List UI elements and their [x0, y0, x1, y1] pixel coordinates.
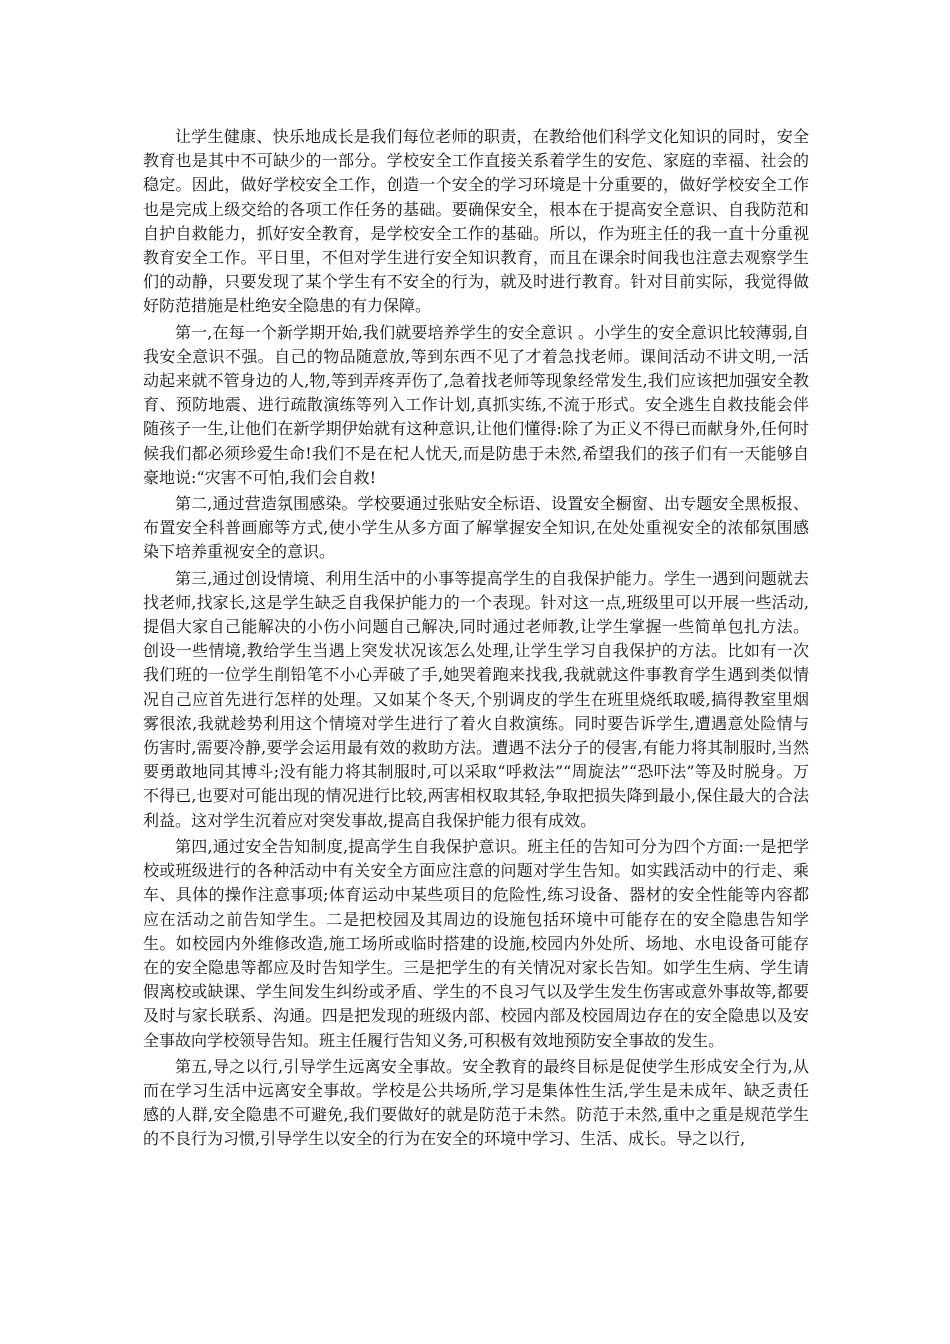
paragraph-fifth-point: 第五,导之以行,引导学生远离安全事故。安全教育的最终目标是促使学生形成安全行为,从而在学习生活中远离安全事故。学校是公共场所,学习是集体性生活,学生是未成年、缺乏责任感的人群,安全隐患不可避免,我们要做好的就是防范于未然。防范于未然,重中之重是规范学生的不良行为习惯,引导学生以安全的行为在安全的环境中学习、生活、成长。导之以行,	[143, 1056, 809, 1149]
paragraph-third-point: 第三,通过创设情境、利用生活中的小事等提高学生的自我保护能力。学生一遇到问题就去找老师,找家长,这是学生缺乏自我保护能力的一个表现。针对这一点,班级里可以开展一些活动,提倡大家自己能解决的小伤小问题自己解决,同时通过老师教,让学生掌握一些简单包扎方法。创设一些情境,教给学生当遇上突发状况该怎么处理,让学生学习自我保护的方法。比如有一次我们班的一位学生削铅笔不小心弄破了手,她哭着跑来找我,我就就这件事教育学生遇到类似情况自己应首先进行怎样的处理。又如某个冬天,个别调皮的学生在班里烧纸取暖,搞得教室里烟雾很浓,我就趁势利用这个情境对学生进行了着火自救演练。同时要告诉学生,遭遇意处险情与伤害时,需要冷静,要学会运用最有效的救助方法。遭遇不法分子的侵害,有能力将其制服时,当然要勇敢地同其博斗;没有能力将其制服时,可以采取“呼救法”“周旋法”“恐吓法”等及时脱身。万不得已,也要对可能出现的情况进行比较,两害相权取其轻,争取把损失降到最小,保住最大的合法利益。这对学生沉着应对突发事故,提高自我保护能力很有成效。	[143, 568, 809, 830]
paragraph-fourth-point: 第四,通过安全告知制度,提高学生自我保护意识。班主任的告知可分为四个方面:一是把学校或班级进行的各种活动中有关安全方面应注意的问题对学生告知。如实践活动中的行走、乘车、具体的操作注意事项;体育运动中某些项目的危险性,练习设备、器材的安全性能等内容都应在活动之前告知学生。二是把校园及其周边的设施包括环境中可能存在的安全隐患告知学生。如校园内外维修改造,施工场所或临时搭建的设施,校园内外处所、场地、水电设备可能存在的安全隐患等都应及时告知学生。三是把学生的有关情况对家长告知。如学生生病、学生请假离校或缺课、学生间发生纠纷或矛盾、学生的不良习气以及学生发生伤害或意外事故等,都要及时与家长联系、沟通。四是把发现的班级内部、校园内部及校园周边存在的安全隐患以及安全事故向学校领导告知。班主任履行告知义务,可积极有效地预防安全事故的发生。	[143, 836, 809, 1050]
paragraph-first-point: 第一,在每一个新学期开始,我们就要培养学生的安全意识 。小学生的安全意识比较薄弱,自我安全意识不强。自己的物品随意放,等到东西不见了才着急找老师。课间活动不讲文明,一活动起来就不管身边的人,物,等到弄疼弄伤了,急着找老师等现象经常发生,我们应该把加强安全教育、预防地震、进行疏散演练等列入工作计划,真抓实练,不流于形式。安全逃生自救技能会伴随孩子一生,让他们在新学期伊始就有这种意识,让他们懂得:除了为正义不得已而献身外,任何时候我们都必须珍爱生命!我们不是在杞人忧天,而是防患于未然,希望我们的孩子们有一天能够自豪地说:“灾害不可怕,我们会自救!	[143, 322, 809, 487]
paragraph-second-point: 第二,通过营造氛围感染。学校要通过张贴安全标语、设置安全橱窗、出专题安全黑板报、布置安全科普画廊等方式,使小学生从多方面了解掌握安全知识,在处处重视安全的浓郁氛围感染下培养重视安全的意识。	[143, 494, 809, 562]
paragraph-intro: 让学生健康、快乐地成长是我们每位老师的职责，在教给他们科学文化知识的同时，安全教育也是其中不可缺少的一部分。学校安全工作直接关系着学生的安危、家庭的幸福、社会的稳定。因此，做好学校安全工作，创造一个安全的学习环境是十分重要的，做好学校安全工作也是完成上级交给的各项工作任务的基础。要确保安全，根本在于提高安全意识、自我防范和自护自救能力，抓好安全教育，是学校安全工作的基础。所以，作为班主任的我一直十分重视教育安全工作。平日里，不但对学生进行安全知识教育，而且在课余时间我也注意去观察学生们的动静，只要发现了某个学生有不安全的行为，就及时进行教育。针对目前实际，我觉得做好防范措施是杜绝安全隐患的有力保障。	[143, 127, 809, 316]
document-body	[143, 125, 809, 1152]
